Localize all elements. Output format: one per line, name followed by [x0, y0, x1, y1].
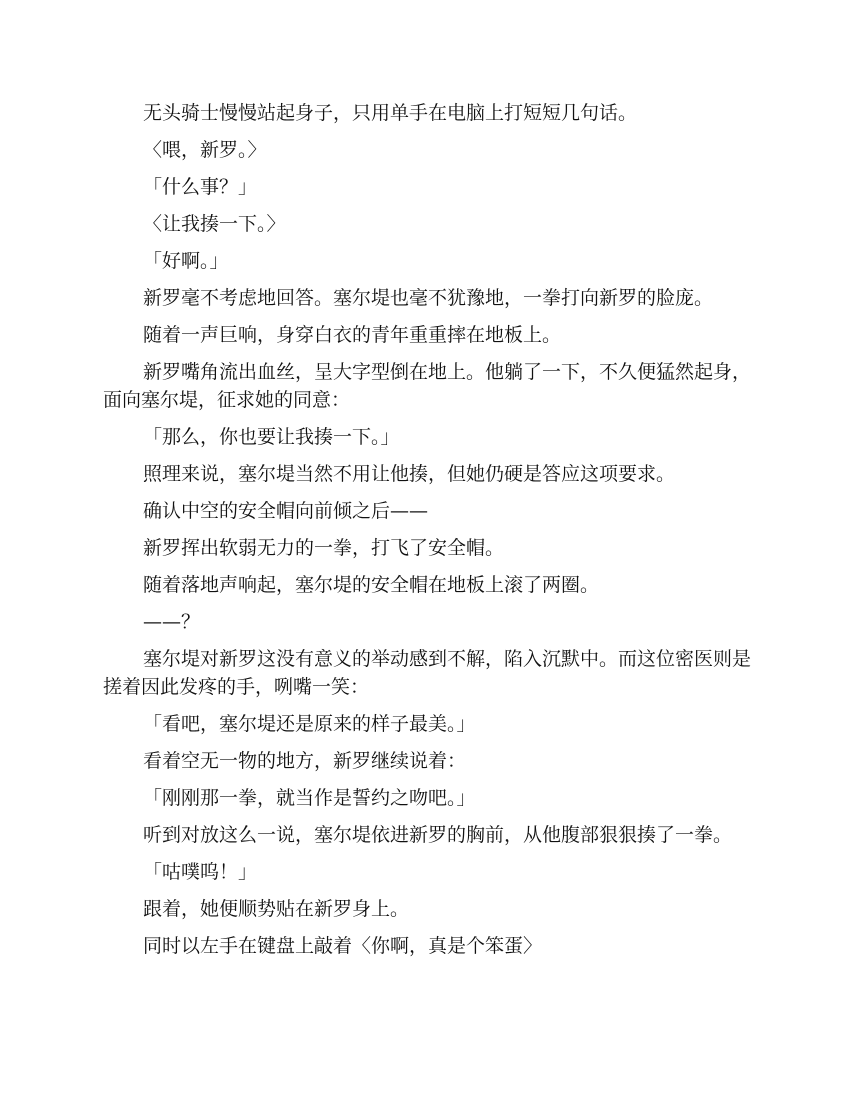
- paragraph: 跟着，她便顺势贴在新罗身上。: [143, 898, 410, 920]
- paragraph: 〈喂，新罗。〉: [143, 139, 267, 161]
- paragraph: 「刚刚那一拳，就当作是誓约之吻吧。」: [143, 787, 476, 809]
- paragraph: 新罗毫不考虑地回答。塞尔堤也毫不犹豫地，一拳打向新罗的脸庞。: [143, 287, 714, 309]
- paragraph: 「好啊。」: [143, 250, 229, 272]
- paragraph: 〈让我揍一下。〉: [143, 213, 286, 235]
- paragraph: 「什么事？」: [143, 176, 258, 198]
- paragraph: 随着一声巨响，身穿白衣的青年重重摔在地板上。: [143, 324, 562, 346]
- paragraph: 照理来说，塞尔堤当然不用让他揍，但她仍硬是答应这项要求。: [143, 463, 676, 485]
- paragraph: 确认中空的安全帽向前倾之后——: [143, 500, 429, 522]
- paragraph: 听到对放这么一说，塞尔堤依进新罗的胸前，从他腹部狠狠揍了一拳。: [143, 824, 733, 846]
- paragraph: 看着空无一物的地方，新罗继续说着：: [143, 750, 467, 772]
- paragraph: 新罗挥出软弱无力的一拳，打飞了安全帽。: [143, 537, 505, 559]
- paragraph: 新罗嘴角流出血丝，呈大字型倒在地上。他躺了一下，不久便猛然起身，面向塞尔堤，征求她的同意：: [103, 361, 752, 411]
- paragraph: 无头骑士慢慢站起身子，只用单手在电脑上打短短几句话。: [143, 102, 638, 124]
- paragraph: 「那么，你也要让我揍一下。」: [143, 426, 400, 448]
- paragraph: 「咕噗呜！」: [143, 861, 258, 883]
- paragraph: 塞尔堤对新罗这没有意义的举动感到不解，陷入沉默中。而这位密医则是搓着因此发疼的手，咧嘴一笑：: [103, 648, 752, 698]
- paragraph: 同时以左手在键盘上敲着〈你啊，真是个笨蛋〉: [143, 935, 543, 957]
- paragraph: 随着落地声响起，塞尔堤的安全帽在地板上滚了两圈。: [143, 574, 600, 596]
- paragraph: ——？: [143, 611, 201, 633]
- paragraph: 「看吧，塞尔堤还是原来的样子最美。」: [143, 713, 476, 735]
- body-text: [103, 99, 751, 969]
